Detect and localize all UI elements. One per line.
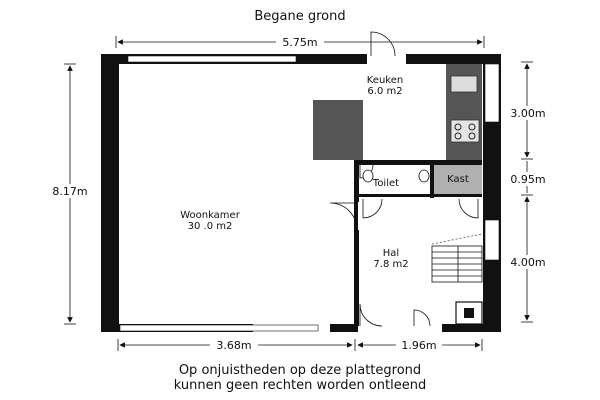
dimension-top: 5.75m [282, 36, 318, 49]
dimension-bottom-left: 3.68m [216, 339, 252, 352]
room-name-keuken: Keuken [366, 75, 404, 86]
disclaimer-line-1: Op onjuistheden op deze plattegrond [178, 363, 422, 378]
dimension-right-bottom: 4.00m [510, 256, 546, 269]
stove-icon [451, 120, 479, 142]
room-name-hal: Hal [382, 248, 400, 259]
toilet-icon [363, 170, 373, 182]
dimension-right-top: 3.00m [510, 107, 546, 120]
kitchen-counter [446, 64, 482, 160]
room-area-keuken: 6.0 m2 [367, 86, 403, 97]
disclaimer-line-2: kunnen geen rechten worden ontleend [173, 378, 427, 393]
kitchen-island [313, 100, 363, 160]
staircase [432, 246, 482, 282]
dimension-left: 8.17m [52, 185, 88, 198]
plan-title: Begane grond [254, 9, 346, 24]
room-name-toilet: Toilet [372, 178, 400, 189]
sink-icon [451, 76, 477, 92]
dimension-right-mid: 0.95m [510, 173, 546, 186]
room-area-hal: 7.8 m2 [373, 259, 409, 270]
stair-arrow [432, 234, 482, 244]
room-area-woonkamer: 30 .0 m2 [187, 221, 233, 232]
living-door-swing [330, 203, 357, 230]
dimension-bottom-right: 1.96m [401, 339, 437, 352]
washbasin-icon [419, 170, 429, 182]
room-name-kast: Kast [447, 174, 469, 185]
room-name-woonkamer: Woonkamer [180, 210, 240, 221]
